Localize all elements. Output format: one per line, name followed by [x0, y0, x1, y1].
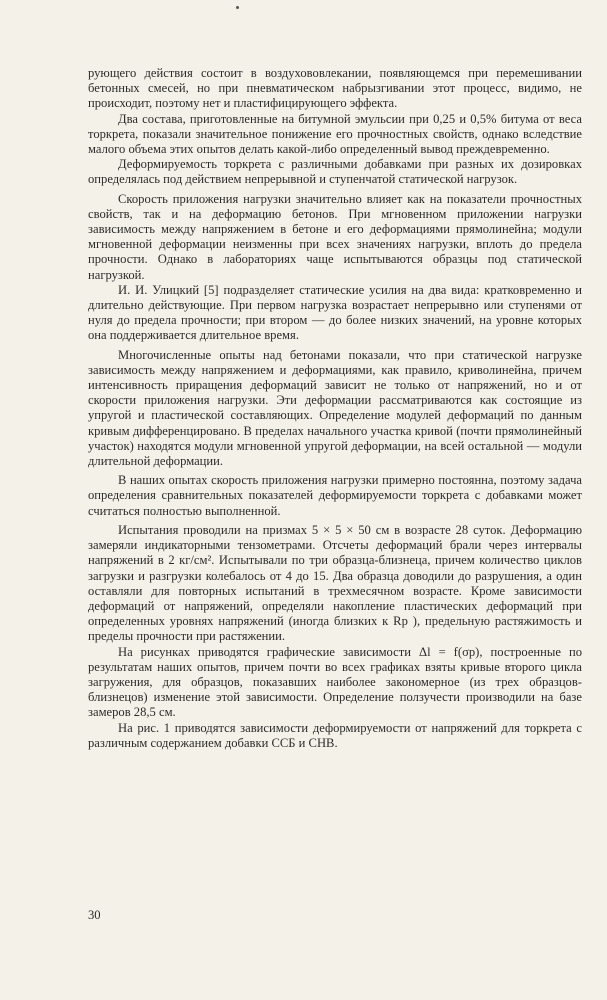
paragraph: рующего действия состоит в воздухововлекании, появляющемся при перемешивании бетонных смесей, но при пневматическом набрызгивании этот процесс, видимо, не происходит, поэтому нет и пластифицирующего эффекта. [88, 66, 582, 111]
paragraph: На рисунках приводятся графические зависимости Δl = f(σр), построенные по результатам наших опытов, причем почти во всех графиках взяты кривые второго цикла загружения, для образцов, показавших наиболее закономерное (из трех образцов-близнецов) изменение этой зависимости. Определение ползучести производили на базе замеров 28,5 см. [88, 644, 582, 720]
paragraph: Многочисленные опыты над бетонами показали, что при статической нагрузке зависимость между напряжением и деформациями, как правило, криволинейна, причем интенсивность приращения деформаций зависит не только от напряжений, но и от скорости приложения нагрузки. Эти деформации рассматриваются как состоящие из упругой и пластической составляющих. Определение модулей деформаций по данным кривым дифференцировано. В пределах начального участка кривой (почти прямолинейный участок) находятся модули мгновенной упругой деформации, на всей остальной — модули длительной деформации. [88, 347, 582, 469]
paragraph: Испытания проводили на призмах 5 × 5 × 50 см в возрасте 28 суток. Деформацию замеряли индикаторными тензометрами. Отсчеты деформаций брали через интервалы напряжений в 2 кг/см². Испытывали по три образца-близнеца, причем количество циклов загрузки и разгрузки колебалось от 4 до 15. Два образца доводили до разрушения, а один оставляли для повторных испытаний в трехмесячном возрасте. Кроме зависимости деформаций от напряжений, определяли накопление пластических деформаций при определенных уровнях напряжений (иногда близких к Rр ), предельную растяжимость и пределы прочности при растяжении. [88, 522, 582, 644]
paragraph: На рис. 1 приводятся зависимости деформируемости от напряжений для торкрета с различным содержанием добавки ССБ и СНВ. [88, 720, 582, 750]
body-text [88, 66, 582, 751]
paragraph: В наших опытах скорость приложения нагрузки примерно постоянна, поэтому задача определения сравнительных показателей деформируемости торкрета с добавками может считаться полностью выполненной. [88, 473, 582, 518]
paragraph: Деформируемость торкрета с различными добавками при разных их дозировках определялась под действием непрерывной и ступенчатой статической нагрузок. [88, 157, 582, 187]
paragraph: Два состава, приготовленные на битумной эмульсии при 0,25 и 0,5% битума от веса торкрета, показали значительное понижение его прочностных свойств, однако вследствие малого объема этих опытов делать какой-либо определенный вывод преждевременно. [88, 111, 582, 157]
page-number: 30 [88, 908, 101, 922]
paragraph: Скорость приложения нагрузки значительно влияет как на показатели прочностных свойств, так и на деформацию бетонов. При мгновенном приложении нагрузки зависимость между напряжением в бетоне и его деформациями прямолинейна; модули мгновенной деформации неизменны при всех значениях нагрузки, вплоть до предела прочности. Однако в лабораториях чаще испытываются образцы под статической нагрузкой. [88, 191, 582, 282]
paragraph: И. И. Улицкий [5] подразделяет статические усилия на два вида: кратковременно и длительно действующие. При первом нагрузка возрастает непрерывно или ступенями от нуля до предела прочности; при втором — до более низких значений, на уровне которых она поддерживается длительное время. [88, 282, 582, 343]
print-speck [236, 6, 239, 9]
